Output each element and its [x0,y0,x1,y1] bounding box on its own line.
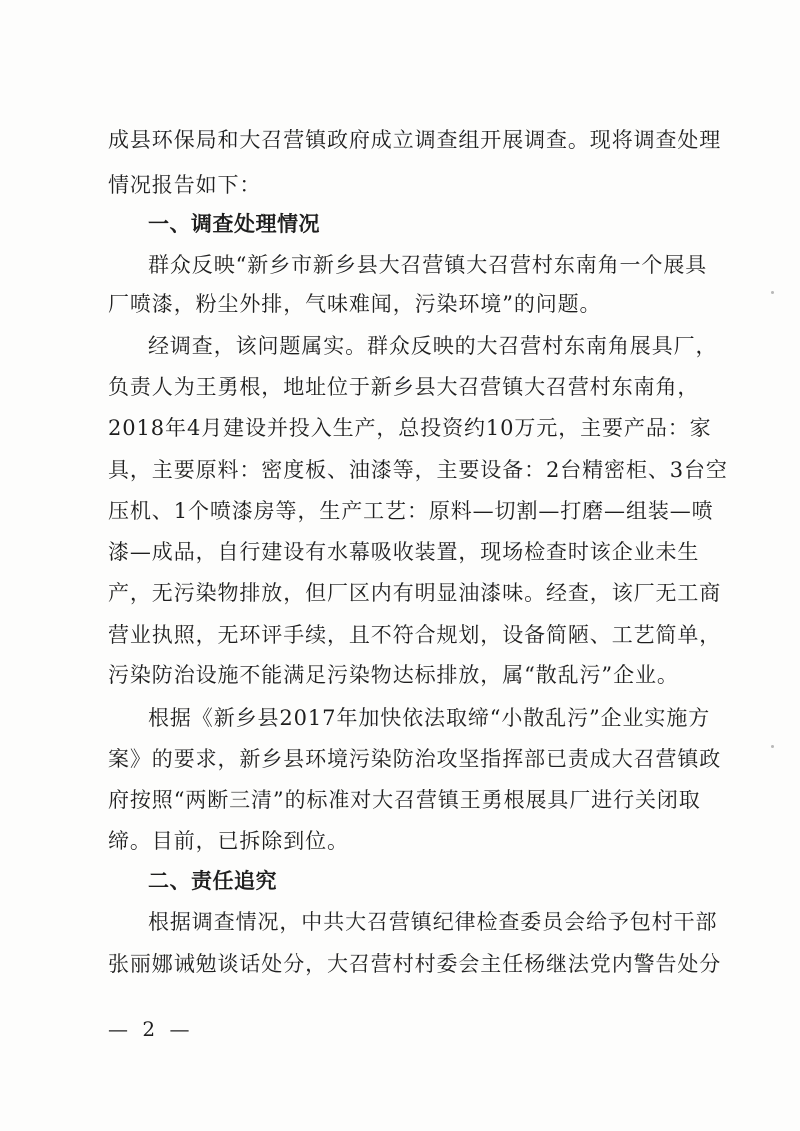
body-line: 案》的要求，新乡县环境污染防治攻坚指挥部已责成大召营镇政 [108,747,722,771]
body-line: 漆—成品，自行建设有水幕吸收装置，现场检查时该企业未生 [108,540,700,564]
body-line: 张丽娜诫勉谈话处分，大召营村村委会主任杨继法党内警告处分 [108,952,722,976]
section-heading-2: 二、责任追究 [148,869,277,893]
body-line: 情况报告如下： [108,173,262,197]
body-line: 府按照“两断三清”的标准对大召营镇王勇根展具厂进行关闭取 [108,788,701,812]
body-line: 经调查，该问题属实。群众反映的大召营村东南角展具厂， [148,334,718,358]
body-line: 营业执照，无环评手续，且不符合规划，设备简陋、工艺简单， [108,623,722,647]
body-line: 具，主要原料：密度板、油漆等，主要设备：2台精密柜、3台空 [108,458,728,482]
body-line: 成县环保局和大召营镇政府成立调查组开展调查。现将调查处理 [108,128,722,152]
body-line: 厂喷漆，粉尘外排，气味难闻，污染环境”的问题。 [108,292,602,316]
body-line: 污染防治设施不能满足污染物达标排放，属“散乱污”企业。 [108,663,679,687]
body-line: 根据《新乡县2017年加快依法取缔“小散乱污”企业实施方 [148,706,711,730]
body-line: 产，无污染物排放，但厂区内有明显油漆味。经查，该厂无工商 [108,581,722,605]
scan-speck [771,745,774,748]
body-line: 根据调查情况，中共大召营镇纪律检查委员会给予包村干部 [148,910,718,934]
section-heading-1: 一、调查处理情况 [148,212,320,236]
scan-speck [771,291,774,294]
page-number: — 2 — [108,1017,194,1041]
body-line: 压机、1个喷漆房等，生产工艺：原料—切割—打磨—组装—喷 [108,499,714,523]
body-line: 缔。目前，已拆除到位。 [108,829,349,853]
body-line: 2018年4月建设并投入生产，总投资约10万元，主要产品：家 [108,416,712,440]
body-line: 群众反映“新乡市新乡县大召营镇大召营村东南角一个展具 [148,253,708,277]
body-line: 负责人为王勇根，地址位于新乡县大召营镇大召营村东南角， [108,375,700,399]
